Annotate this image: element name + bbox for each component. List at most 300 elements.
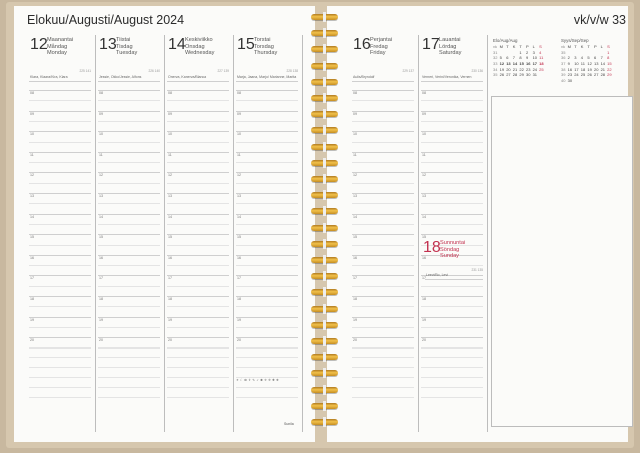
half-hour-line	[167, 306, 229, 307]
day-column[interactable]	[419, 35, 488, 432]
hour-label: 13	[30, 194, 34, 198]
hour-line	[167, 172, 229, 173]
day-number: 18	[423, 239, 441, 256]
mini-calendar-day: 16	[567, 66, 573, 72]
mini-calendar-day: 21	[600, 66, 606, 72]
day-divider	[421, 81, 483, 82]
hour-label: 10	[353, 132, 357, 137]
half-hour-line	[98, 306, 160, 307]
hour-label: 19	[237, 317, 241, 322]
hour-label: 19	[422, 317, 426, 322]
spiral-ring	[311, 176, 338, 182]
half-hour-line	[236, 100, 298, 101]
hour-label: 12	[422, 173, 426, 178]
hour-label: 15	[99, 235, 103, 240]
mini-calendar-day: 27	[593, 72, 599, 78]
hour-label: 10	[99, 132, 103, 137]
hour-label: 16	[422, 255, 426, 260]
notes-box[interactable]	[491, 96, 633, 427]
writing-line	[236, 367, 298, 368]
spiral-ring	[311, 79, 338, 85]
half-hour-line	[167, 224, 229, 225]
hour-label: 10	[168, 132, 172, 137]
hour-line	[98, 214, 160, 215]
half-hour-line	[29, 306, 91, 307]
half-hour-line	[167, 245, 229, 246]
hour-line	[98, 296, 160, 297]
half-hour-line	[29, 162, 91, 163]
spiral-ring	[311, 144, 338, 150]
half-hour-line	[421, 142, 483, 143]
writing-line	[352, 377, 414, 378]
half-hour-line	[29, 183, 91, 184]
spiral-ring	[311, 322, 338, 328]
hour-label: 20	[237, 338, 241, 343]
hour-line	[236, 296, 298, 297]
hour-line	[421, 193, 483, 194]
hour-line	[29, 317, 91, 318]
mini-calendar-day: 29	[607, 72, 612, 78]
mini-calendar-day: 33	[493, 61, 498, 67]
writing-line	[236, 397, 298, 398]
half-hour-line	[421, 306, 483, 307]
mini-calendar-day: 26	[587, 72, 592, 78]
spiral-ring	[311, 46, 338, 52]
half-hour-line	[167, 142, 229, 143]
hour-label: 10	[237, 132, 241, 137]
half-hour-line	[167, 183, 229, 184]
hour-line	[421, 172, 483, 173]
writing-line	[29, 377, 91, 378]
half-hour-line	[421, 224, 483, 225]
hour-line	[236, 111, 298, 112]
hour-label: 08	[237, 91, 241, 95]
mini-calendar-day: 8	[607, 55, 610, 61]
half-hour-line	[421, 183, 483, 184]
hour-label: 20	[30, 338, 34, 343]
hour-label: 20	[168, 338, 172, 343]
hour-label: 13	[353, 194, 357, 198]
hour-label: 14	[237, 214, 241, 219]
hour-label: 10	[422, 132, 426, 137]
mini-calendar-day: 1	[607, 49, 610, 55]
half-hour-line	[352, 183, 414, 184]
mini-calendar-header: P	[525, 44, 529, 50]
half-hour-line	[29, 203, 91, 204]
half-hour-line	[236, 286, 298, 287]
mini-calendar-day: 31	[532, 72, 538, 78]
mini-calendar-day: 29	[519, 72, 524, 78]
mini-calendar-day	[607, 78, 614, 84]
hour-line	[167, 275, 229, 276]
day-number: 13	[99, 36, 117, 53]
mini-calendar-day: 2	[525, 49, 529, 55]
mini-calendar-header: L	[600, 44, 603, 50]
hour-label: 11	[168, 152, 172, 157]
hour-line	[29, 337, 91, 338]
spiral-ring	[311, 338, 338, 344]
hour-label: 12	[99, 173, 103, 178]
mini-calendar-day: 14	[512, 61, 518, 67]
mini-calendar-day: 40	[561, 77, 566, 83]
spiral-ring	[311, 403, 338, 409]
spiral-ring	[311, 289, 338, 295]
half-hour-line	[352, 100, 414, 101]
day-count-note: 227 139	[217, 69, 229, 73]
hour-line	[29, 275, 91, 276]
mini-calendar	[561, 38, 614, 83]
day-names: Perjantai Fredag Friday	[370, 37, 393, 57]
hour-line	[236, 275, 298, 276]
half-hour-line	[98, 100, 160, 101]
mini-calendar-day: 14	[600, 61, 606, 67]
spiral-ring	[311, 192, 338, 198]
mini-calendar-day: 12	[499, 61, 505, 67]
writing-line	[421, 397, 483, 398]
writing-line	[236, 387, 298, 388]
day-divider	[167, 81, 229, 82]
half-hour-line	[98, 142, 160, 143]
writing-line	[167, 397, 229, 398]
hour-label: 12	[168, 173, 172, 178]
mini-calendar-header: T	[519, 44, 522, 50]
hour-line	[167, 193, 229, 194]
half-hour-line	[352, 224, 414, 225]
hour-line	[167, 90, 229, 91]
spiral-ring	[311, 354, 338, 360]
mini-calendar-day: 35	[493, 72, 498, 78]
day-divider	[352, 81, 414, 82]
hour-line	[421, 90, 483, 91]
spiral-ring	[311, 387, 338, 393]
mini-calendar-day: 18	[539, 61, 544, 67]
hour-label: 13	[237, 194, 241, 198]
mini-calendar-day: 34	[493, 66, 498, 72]
spiral-ring	[311, 111, 338, 117]
hour-label: 13	[422, 194, 426, 198]
half-hour-line	[29, 245, 91, 246]
mini-calendar	[493, 38, 546, 78]
hour-line	[167, 296, 229, 297]
writing-line	[236, 347, 298, 348]
half-hour-line	[352, 121, 414, 122]
hour-label: 14	[30, 214, 34, 219]
spiral-ring	[311, 419, 338, 425]
hour-label: 16	[99, 255, 103, 260]
mini-calendar-day	[581, 78, 588, 84]
half-hour-line	[352, 265, 414, 266]
mini-calendar-day: 10	[574, 61, 579, 67]
half-hour-line	[236, 162, 298, 163]
hour-label: 18	[30, 297, 34, 301]
day-divider	[236, 81, 298, 82]
day-count-note: 225 141	[79, 69, 91, 73]
mini-calendar-day: 24	[574, 72, 579, 78]
hour-line	[352, 111, 414, 112]
hour-label: 19	[353, 317, 357, 322]
mini-calendar-day: 18	[580, 66, 586, 72]
mini-calendar-day	[539, 72, 546, 78]
hour-line	[236, 152, 298, 153]
hour-label: 09	[99, 111, 103, 116]
half-hour-line	[421, 327, 483, 328]
mini-calendar-grid	[493, 44, 546, 78]
writing-line	[352, 367, 414, 368]
writing-line	[29, 387, 91, 388]
hour-label: 11	[353, 152, 357, 157]
hour-label: 13	[99, 194, 103, 198]
hour-label: 08	[353, 91, 357, 95]
half-hour-line	[352, 142, 414, 143]
hour-line	[167, 255, 229, 256]
day-number: 15	[237, 36, 255, 53]
half-hour-line	[29, 265, 91, 266]
hour-line	[236, 193, 298, 194]
hour-line	[352, 193, 414, 194]
mini-calendar-day	[587, 78, 594, 84]
half-hour-line	[421, 121, 483, 122]
hour-label: 09	[422, 111, 426, 116]
mini-calendar-day	[594, 78, 601, 84]
hour-line	[167, 214, 229, 215]
hour-label: 16	[353, 255, 357, 260]
writing-line	[167, 377, 229, 378]
mini-calendar-day: 13	[506, 61, 511, 67]
hour-line	[352, 255, 414, 256]
writing-line	[421, 347, 483, 348]
mini-calendar-header: S	[607, 44, 610, 50]
half-hour-line	[98, 203, 160, 204]
day-count-note: 231 135	[471, 268, 483, 272]
writing-line	[29, 357, 91, 358]
day-column[interactable]	[350, 35, 419, 432]
mini-calendar-day: 35	[561, 49, 566, 55]
half-hour-line	[98, 224, 160, 225]
hour-label: 11	[99, 152, 103, 157]
hour-label: 14	[168, 214, 172, 219]
mini-calendar-day: 39	[561, 72, 566, 78]
hour-line	[29, 90, 91, 91]
mini-calendar-header: T	[587, 44, 590, 50]
day-count-note: 229 137	[402, 69, 414, 73]
hour-label: 13	[168, 194, 172, 198]
half-hour-line	[98, 121, 160, 122]
hour-line	[352, 152, 414, 153]
hour-label: 19	[168, 317, 172, 322]
day-names: Maanantai Måndag Monday	[47, 37, 74, 57]
mini-calendar-day: 22	[519, 66, 524, 72]
mini-calendar-day: 4	[539, 49, 542, 55]
half-hour-line	[352, 286, 414, 287]
spiral-ring	[311, 63, 338, 69]
mini-calendar-header: vk	[561, 44, 565, 50]
hour-line	[352, 234, 414, 235]
hour-line	[98, 275, 160, 276]
mini-calendar-day: 38	[561, 66, 566, 72]
hour-line	[236, 131, 298, 132]
writing-line	[29, 347, 91, 348]
hour-label: 08	[30, 91, 34, 95]
half-hour-line	[167, 162, 229, 163]
half-hour-line	[236, 142, 298, 143]
hour-label: 09	[237, 111, 241, 116]
hour-label: 15	[422, 235, 426, 240]
mini-calendar-day: 31	[493, 49, 498, 55]
writing-line	[98, 367, 160, 368]
half-hour-line	[352, 327, 414, 328]
hour-label: 17	[99, 276, 103, 281]
writing-line	[421, 377, 483, 378]
writing-line	[98, 387, 160, 388]
hour-label: 18	[168, 297, 172, 301]
hour-line	[352, 337, 414, 338]
mini-calendar-header: K	[512, 44, 516, 50]
spiral-ring	[311, 208, 338, 214]
hour-label: 19	[99, 317, 103, 322]
half-hour-line	[236, 121, 298, 122]
half-hour-line	[352, 245, 414, 246]
hour-label: 11	[237, 152, 241, 157]
mini-calendar-day: 26	[499, 72, 505, 78]
hour-line	[352, 131, 414, 132]
hour-line	[421, 317, 483, 318]
mini-calendar-day: 19	[587, 66, 592, 72]
spiral-ring	[311, 257, 338, 263]
half-hour-line	[167, 203, 229, 204]
mini-calendar-day: 28	[512, 72, 518, 78]
mini-calendar-day: 21	[512, 66, 518, 72]
mini-calendar-header: T	[574, 44, 577, 50]
day-column[interactable]	[96, 35, 165, 432]
hour-label: 15	[237, 235, 241, 240]
hour-label: 12	[353, 173, 357, 178]
writing-line	[167, 347, 229, 348]
hour-line	[29, 234, 91, 235]
hour-line	[236, 90, 298, 91]
hour-line	[236, 337, 298, 338]
hour-line	[98, 337, 160, 338]
spiral-ring	[311, 241, 338, 247]
hour-line	[29, 172, 91, 173]
hour-label: 17	[30, 276, 34, 281]
hour-line	[421, 234, 483, 235]
hour-label: 14	[99, 214, 103, 219]
half-hour-line	[29, 327, 91, 328]
spiral-ring	[311, 160, 338, 166]
hour-line	[421, 296, 483, 297]
day-names: Keskiviikko Onsdag Wednesday	[185, 37, 215, 57]
spiral-ring	[311, 370, 338, 376]
half-hour-line	[167, 100, 229, 101]
hour-label: 18	[237, 297, 241, 301]
mini-calendar-day: 30	[567, 77, 573, 83]
hour-label: 20	[353, 338, 357, 343]
mini-calendar-header: P	[593, 44, 597, 50]
mini-calendar-day: 7	[512, 55, 516, 61]
mini-calendar-day: 25	[580, 72, 586, 78]
mini-calendar-header: M	[567, 44, 571, 50]
half-hour-line	[167, 265, 229, 266]
hour-label: 15	[353, 235, 357, 240]
hour-label: 19	[30, 317, 34, 322]
week-title: vk/v/w 33	[573, 13, 626, 27]
hour-line	[167, 152, 229, 153]
mini-calendar-day: 15	[607, 61, 612, 67]
mini-calendar-day	[574, 78, 581, 84]
hour-line	[352, 172, 414, 173]
hour-line	[29, 193, 91, 194]
half-hour-line	[167, 327, 229, 328]
hour-line	[236, 234, 298, 235]
mini-calendar-day: 15	[519, 61, 524, 67]
mini-calendar-day: 20	[593, 66, 599, 72]
hour-line	[29, 214, 91, 215]
hour-line	[98, 111, 160, 112]
hour-line	[167, 131, 229, 132]
name-day-names: Onerva, Kanerva/Blanca	[168, 75, 207, 79]
hour-label: 17	[237, 276, 241, 281]
day-count-note: 228 138	[286, 69, 298, 73]
symbol-note: ☀ ☾ ✿ ⚘ ✎ ✓ ✱ ✢ ✣ ✤ ✥	[236, 378, 279, 382]
half-hour-line	[98, 286, 160, 287]
writing-line	[98, 357, 160, 358]
mini-calendar-day: 25	[539, 66, 544, 72]
day-column[interactable]	[234, 35, 303, 432]
hour-label: 16	[168, 255, 172, 260]
mini-calendar-day: 16	[525, 61, 531, 67]
hour-line	[29, 131, 91, 132]
mini-calendar-header: K	[580, 44, 584, 50]
hour-label: 08	[99, 91, 103, 95]
writing-line	[421, 367, 483, 368]
hour-line	[98, 172, 160, 173]
hour-label: 11	[422, 152, 426, 157]
half-hour-line	[98, 327, 160, 328]
hour-label: 14	[422, 214, 426, 219]
spiral-ring	[311, 225, 338, 231]
hour-label: 09	[168, 111, 172, 116]
half-hour-line	[236, 203, 298, 204]
hour-line	[421, 152, 483, 153]
mini-calendar-day: 11	[539, 55, 544, 61]
half-hour-line	[236, 265, 298, 266]
day-column[interactable]	[27, 35, 96, 432]
hour-label: 20	[422, 338, 426, 343]
day-number: 17	[422, 36, 440, 53]
day-column[interactable]	[165, 35, 234, 432]
half-hour-line	[29, 142, 91, 143]
hour-line	[29, 296, 91, 297]
writing-line	[421, 357, 483, 358]
signature-label: Sunila	[284, 422, 294, 426]
hour-label: 12	[30, 173, 34, 178]
hour-line	[98, 152, 160, 153]
half-hour-line	[352, 306, 414, 307]
hour-label: 16	[237, 255, 241, 260]
writing-line	[98, 397, 160, 398]
hour-label: 18	[99, 297, 103, 301]
day-count-note: 230 136	[471, 69, 483, 73]
mini-calendar-header: vk	[493, 44, 497, 50]
mini-calendar-header: L	[532, 44, 535, 50]
writing-line	[352, 387, 414, 388]
hour-line	[352, 317, 414, 318]
mini-calendar-day: 17	[574, 66, 579, 72]
mini-calendar-title: Syys/Sep/Sep	[561, 38, 589, 43]
half-hour-line	[236, 183, 298, 184]
mini-calendar-day: 32	[493, 55, 498, 61]
spiral-ring	[311, 14, 338, 20]
